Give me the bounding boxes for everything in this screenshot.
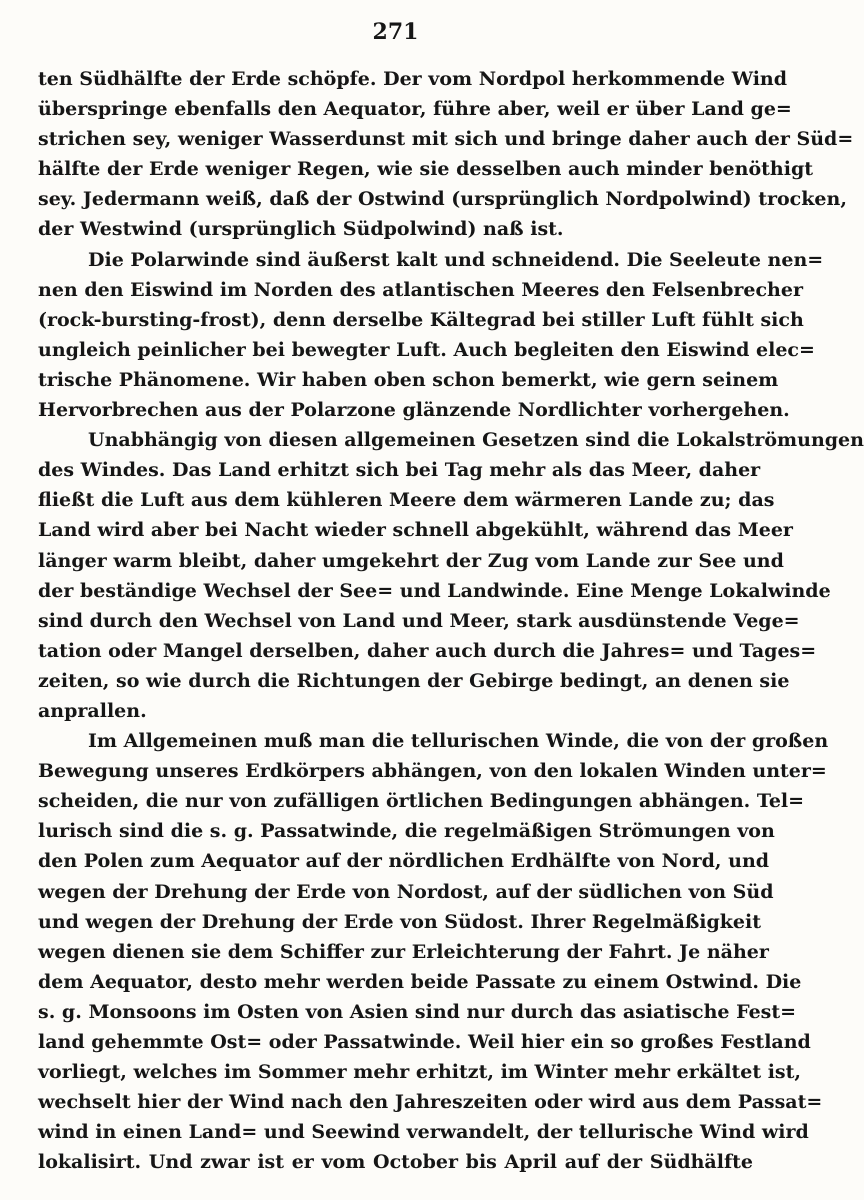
text-line: Im Allgemeinen muß man die tellurischen Winde, die von der großen bbox=[88, 730, 829, 753]
text-line: strichen sey, weniger Wasserdunst mit sich und bringe daher auch der Süd= bbox=[38, 128, 854, 151]
text-line: ungleich peinlicher bei bewegter Luft. Auch begleiten den Eiswind elec= bbox=[38, 338, 815, 361]
text-line: wind in einen Land= und Seewind verwandelt, der tellurische Wind wird bbox=[38, 1121, 809, 1144]
text-line: den Polen zum Aequator auf der nördlichen Erdhälfte von Nord, und bbox=[38, 850, 770, 873]
text-line: fließt die Luft aus dem kühleren Meere dem wärmeren Lande zu; das bbox=[38, 489, 775, 512]
text-line: tation oder Mangel derselben, daher auch durch die Jahres= und Tages= bbox=[38, 639, 817, 662]
text-line: Hervorbrechen aus der Polarzone glänzende Nordlichter vorhergehen. bbox=[38, 399, 790, 422]
text-line: nen den Eiswind im Norden des atlantischen Meeres den Felsenbrecher bbox=[38, 278, 803, 301]
text-line: Unabhängig von diesen allgemeinen Gesetzen sind die Lokalströmungen bbox=[88, 429, 864, 452]
text-line: wechselt hier der Wind nach den Jahreszeiten oder wird aus dem Passat= bbox=[38, 1091, 823, 1114]
text-line: länger warm bleibt, daher umgekehrt der Zug vom Lande zur See und bbox=[38, 549, 784, 572]
text-line: sind durch den Wechsel von Land und Meer, stark ausdünstende Vege= bbox=[38, 609, 800, 632]
text-line: Bewegung unseres Erdkörpers abhängen, von den lokalen Winden unter= bbox=[38, 760, 827, 783]
text-line: des Windes. Das Land erhitzt sich bei Tag mehr als das Meer, daher bbox=[38, 459, 761, 482]
text-line: trische Phänomene. Wir haben oben schon bemerkt, wie gern seinem bbox=[38, 368, 779, 391]
text-line: dem Aequator, desto mehr werden beide Passate zu einem Ostwind. Die bbox=[38, 970, 802, 993]
text-line: wegen der Drehung der Erde von Nordost, auf der südlichen von Süd bbox=[38, 880, 774, 903]
text-line: s. g. Monsoons im Osten von Asien sind nur durch das asiatische Fest= bbox=[38, 1000, 797, 1023]
text-line: lokalisirt. Und zwar ist er vom October bis April auf der Südhälfte bbox=[38, 1151, 753, 1174]
page-number: 271 bbox=[372, 19, 419, 45]
text-line: Die Polarwinde sind äußerst kalt und schneidend. Die Seeleute nen= bbox=[88, 248, 824, 271]
text-line: land gehemmte Ost= oder Passatwinde. Weil hier ein so großes Festland bbox=[38, 1031, 811, 1053]
text-line: hälfte der Erde weniger Regen, wie sie desselben auch minder benöthigt bbox=[38, 158, 814, 181]
text-line: lurisch sind die s. g. Passatwinde, die regelmäßigen Strömungen von bbox=[38, 820, 775, 843]
text-line: zeiten, so wie durch die Richtungen der Gebirge bedingt, an denen sie bbox=[38, 669, 790, 692]
text-line: sey. Jedermann weiß, daß der Ostwind (ursprünglich Nordpolwind) trocken, bbox=[38, 188, 847, 211]
text-line: und wegen der Drehung der Erde von Südost. Ihrer Regelmäßigkeit bbox=[38, 910, 762, 933]
text-line: Land wird aber bei Nacht wieder schnell abgekühlt, während das Meer bbox=[38, 519, 793, 542]
text-line: wegen dienen sie dem Schiffer zur Erleichterung der Fahrt. Je näher bbox=[38, 940, 769, 963]
text-line: der beständige Wechsel der See= und Landwinde. Eine Menge Lokalwinde bbox=[38, 579, 831, 602]
text-line: (rock-bursting-frost), denn derselbe Kältegrad bei stiller Luft fühlt sich bbox=[38, 308, 804, 331]
text-line: überspringe ebenfalls den Aequator, führe aber, weil er über Land ge= bbox=[38, 98, 792, 121]
body-text bbox=[38, 64, 864, 1177]
text-line: vorliegt, welches im Sommer mehr erhitzt, im Winter mehr erkältet ist, bbox=[38, 1061, 802, 1084]
text-line: scheiden, die nur von zufälligen örtlichen Bedingungen abhängen. Tel= bbox=[38, 790, 805, 813]
text-line: der Westwind (ursprünglich Südpolwind) naß ist. bbox=[38, 218, 564, 241]
text-line: ten Südhälfte der Erde schöpfe. Der vom Nordpol herkommende Wind bbox=[38, 68, 788, 90]
text-line: anprallen. bbox=[38, 699, 147, 722]
